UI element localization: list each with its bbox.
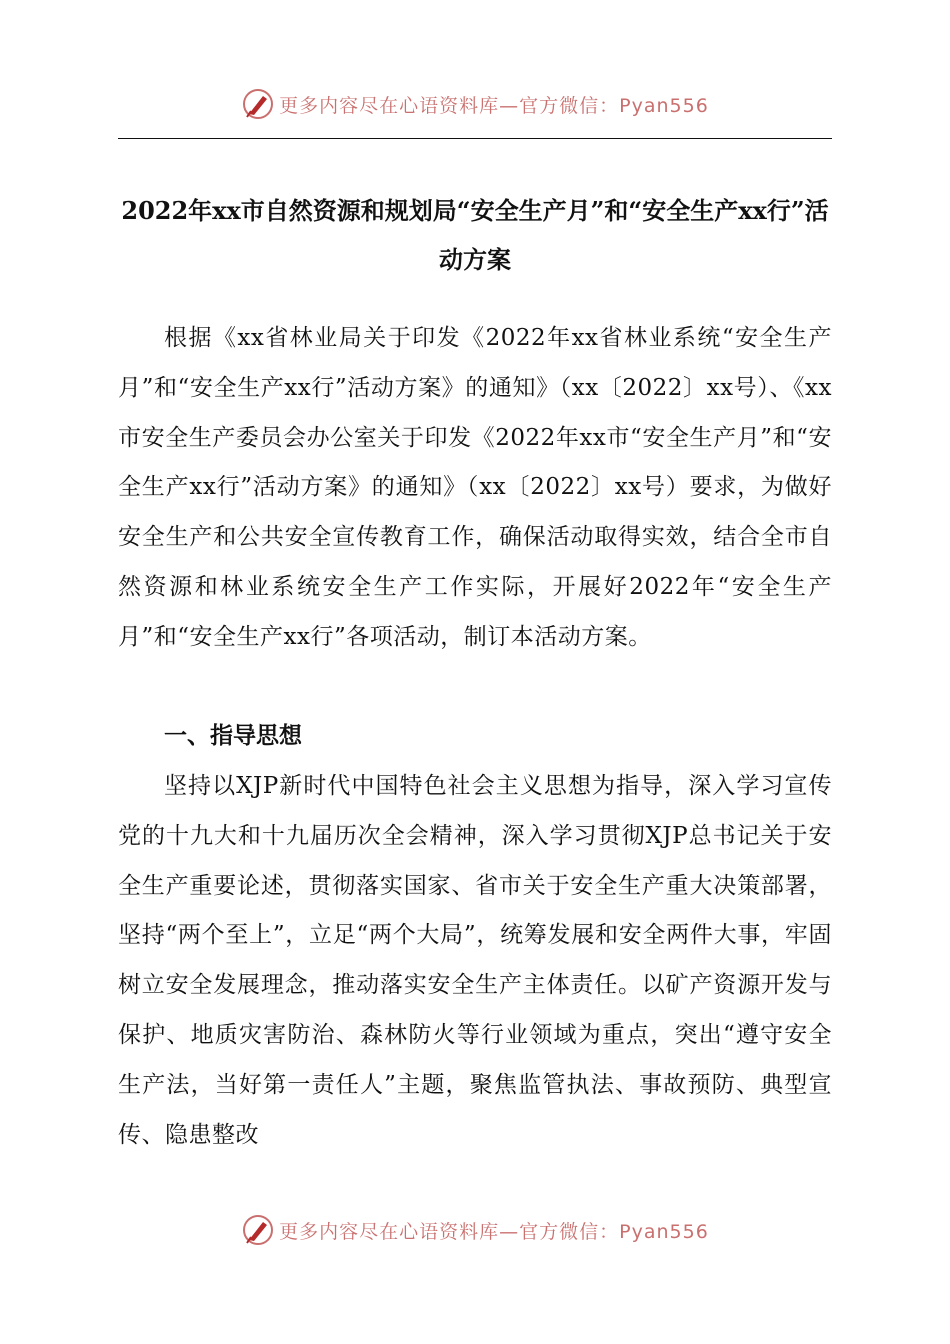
header-rule — [118, 138, 832, 139]
document-title: 2022年xx市自然资源和规划局“安全生产月”和“安全生产xx行”活动方案 — [121, 196, 829, 274]
paragraph-intro: 根据《xx省林业局关于印发《2022年xx省林业系统“安全生产月”和“安全生产xx行”活动方案》的通知》（xx〔2022〕xx号）、《xx市安全生产委员会办公室关于印发《2022年xx市“安全生产月”和“安全生产xx行”活动方案》的通知》（xx〔2022〕xx号）要求，为做好安全生产和公共安全宣传教育工作，确保活动取得实效，结合全市自然资源和林业系统安全生产工作实际，开展好2022年“安全生产月”和“安全生产xx行”各项活动，制订本活动方案。 — [118, 325, 832, 650]
section-heading-guiding-ideology: 一、指导思想 — [164, 723, 302, 749]
paragraph-guiding-ideology: 坚持以XJP新时代中国特色社会主义思想为指导，深入学习宣传党的十九大和十九届历次全会精神，深入学习贯彻XJP总书记关于安全生产重要论述，贯彻落实国家、省市关于安全生产重大决策部署，坚持“两个至上”，立足“两个大局”，统筹发展和安全两件大事，牢固树立安全发展理念，推动落实安全生产主体责任。以矿产资源开发与保护、地质灾害防治、森林防火等行业领域为重点，突出“遵守安全生产法，当好第一责任人”主题，聚焦监管执法、事故预防、典型宣传、隐患整改 — [118, 773, 832, 1148]
watermark-banner-top — [0, 84, 950, 124]
watermark-text: 更多内容尽在心语资料库—官方微信：Pyan556 — [279, 1220, 709, 1243]
watermark-banner-bottom — [0, 1210, 950, 1250]
quill-logo-icon — [241, 1213, 275, 1247]
quill-logo-icon — [241, 87, 275, 121]
watermark-text: 更多内容尽在心语资料库—官方微信：Pyan556 — [279, 94, 709, 117]
